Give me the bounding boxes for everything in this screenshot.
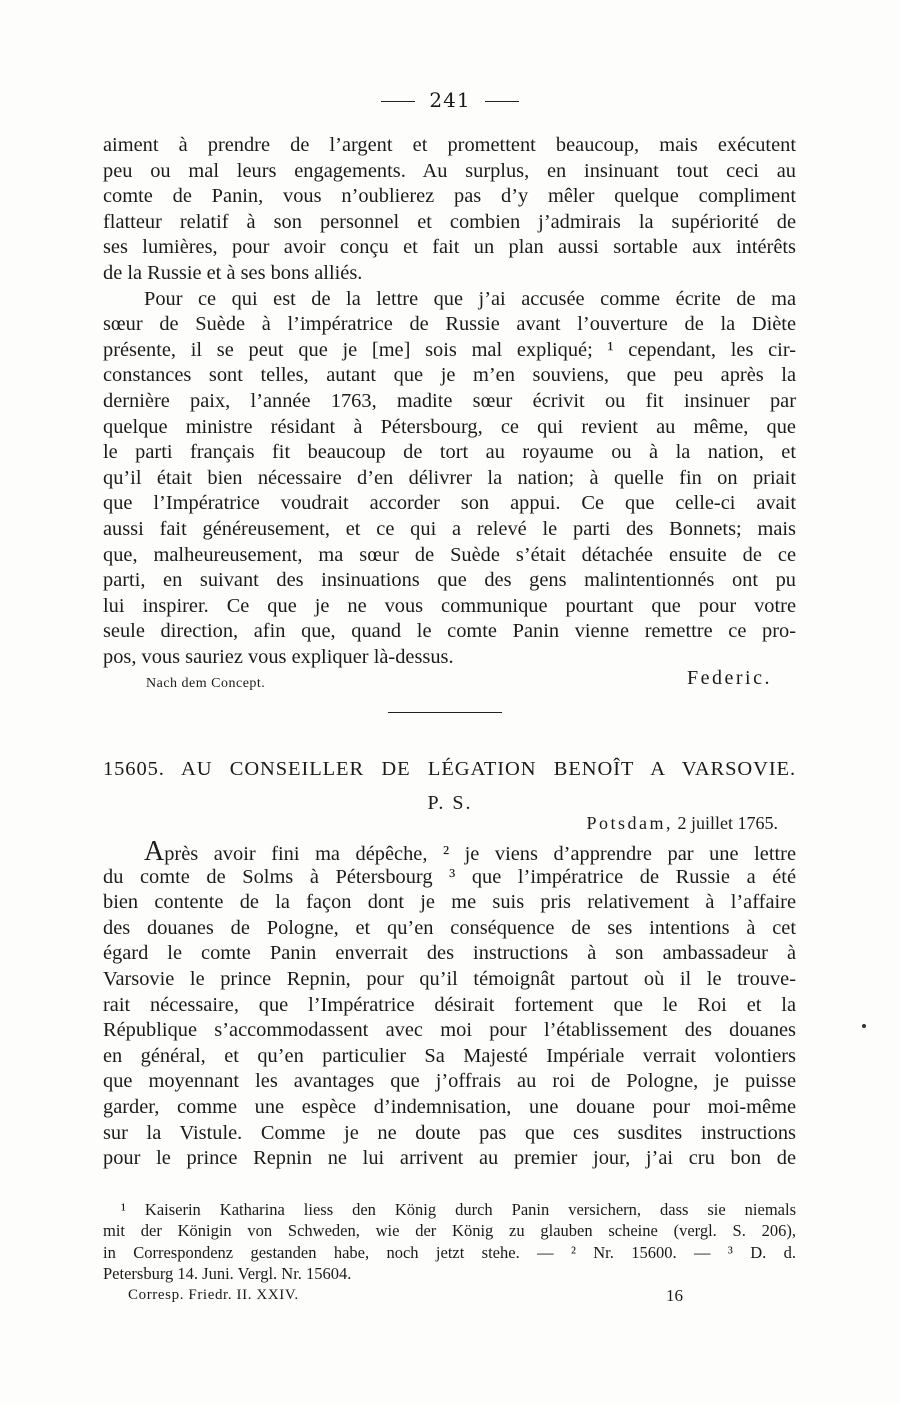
dateline (586, 813, 778, 834)
footnote-line: ¹ Kaiserin Katharina liess den König durch Panin versichern, dass sie niemals (121, 1200, 796, 1219)
text-line: peu ou mal leurs engagements. Au surplus, en insinuant tout ceci au (103, 159, 796, 182)
text-line: ses lumières, pour avoir conçu et fait un plan aussi sortable aux intérêts (103, 236, 796, 259)
text-line: rait nécessaire, que l’Impératrice désirait fortement que le Roi et la (103, 993, 796, 1016)
text-line: quelque ministre résidant à Pétersbourg, ce qui revient au même, que (103, 415, 796, 438)
text-line (103, 836, 796, 867)
text-line: lui inspirer. Ce que je ne vous communique pourtant que pour votre (103, 594, 796, 617)
dropcap: A (144, 836, 165, 867)
text-line: pour le prince Repnin ne lui arrivent au premier jour, j’ai cru bon de (103, 1147, 796, 1170)
text-line: sœur de Suède à l’impératrice de Russie avant l’ouverture de la Diète (103, 313, 796, 336)
text-line: Pour ce qui est de la lettre que j’ai accusée comme écrite de ma (144, 287, 796, 310)
text-line: aussi fait généreusement, et ce qui a relevé le parti des Bonnets; mais (103, 517, 796, 540)
page-number: 241 (429, 88, 471, 112)
text-line: en général, et qu’en particulier Sa Majesté Impériale verrait volontiers (103, 1044, 796, 1067)
text-line: comte de Panin, vous n’oublierez pas d’y mêler quelque compliment (103, 185, 796, 208)
text-line: que moyennant les avantages que j’offrais au roi de Pologne, je puisse (103, 1070, 796, 1093)
text-line-rest: près avoir fini ma dépêche, ² je viens d’apprendre par une lettre (164, 843, 796, 865)
text-line: de la Russie et à ses bons alliés. (103, 261, 363, 284)
text-line: des douanes de Pologne, et qu’en conséquence de ses intentions à cet (103, 916, 796, 939)
body-text-1 (103, 133, 796, 670)
page-header (0, 88, 900, 112)
text-line: sur la Vistule. Comme je ne doute pas que ces susdites instructions (103, 1121, 796, 1144)
header-dash-right (485, 101, 519, 102)
text-line: égard le comte Panin enverrait des instructions à son ambassadeur à (103, 942, 796, 965)
section-divider (388, 712, 502, 713)
signature: Federic. (687, 667, 772, 689)
body-text-2 (103, 836, 796, 1172)
text-line: garder, comme une espèce d’indemnisation, une douane pour moi-même (103, 1095, 796, 1118)
dateline-place: Potsdam, (586, 813, 673, 833)
postscript-label: P. S. (427, 792, 473, 814)
text-line: qu’il était bien nécessaire d’en délivrer la nation; à quelle fin on priait (103, 466, 796, 489)
text-line: flatteur relatif à son personnel et combien j’admirais la supériorité de (103, 210, 796, 233)
text-line: constances sont telles, autant que je m’en souviens, que peu après la (103, 364, 796, 387)
footnote-line: Petersburg 14. Juni. Vergl. Nr. 15604. (103, 1264, 352, 1284)
text-line: que l’Impératrice voudrait accorder son appui. Ce que celle-ci avait (103, 492, 796, 515)
text-line: que, malheureusement, ma sœur de Suède s’était détachée ensuite de ce (103, 543, 796, 566)
text-line: présente, il se peut que je [me] sois mal expliqué; ¹ cependant, les cir- (103, 338, 796, 361)
signature-mark: 16 (666, 1286, 683, 1305)
header-dash-left (381, 101, 415, 102)
text-line: pos, vous sauriez vous expliquer là-dessus. (103, 645, 454, 668)
footnote-line: mit der Königin von Schweden, wie der König zu glauben scheine (vergl. S. 206), (103, 1221, 796, 1241)
text-line: République s’accommodassent avec moi pour l’établissement des douanes (103, 1019, 796, 1042)
letter-title: 15605. AU CONSEILLER DE LÉGATION BENOÎT A VARSOVIE. (103, 758, 796, 780)
dateline-date: 2 juillet 1765. (677, 813, 778, 833)
footnote-line: in Correspondenz gestanden habe, noch jetzt stehe. — ² Nr. 15600. — ³ D. d. (103, 1242, 796, 1262)
text-line: parti, en suivant des insinuations que des gens malintentionnés ont pu (103, 569, 796, 592)
text-line: Varsovie le prince Repnin, pour qu’il témoignât partout où il le trouve- (103, 967, 796, 990)
text-line: du comte de Solms à Pétersbourg ³ que l’impératrice de Russie a été (103, 865, 796, 888)
text-line: dernière paix, l’année 1763, madite sœur écrivit ou fit insinuer par (103, 389, 796, 412)
footnotes (103, 1199, 796, 1285)
collection-note: Corresp. Friedr. II. XXIV. (128, 1287, 299, 1303)
text-line: le parti français fit beaucoup de tort au royaume ou à la nation, et (103, 441, 796, 464)
margin-mark (862, 1024, 866, 1028)
source-note: Nach dem Concept. (146, 676, 266, 691)
text-line: bien contente de la façon dont je me suis pris relativement à l’affaire (103, 891, 796, 914)
text-line: seule direction, afin que, quand le comte Panin vienne remettre ce pro- (103, 620, 796, 643)
text-line: aiment à prendre de l’argent et promettent beaucoup, mais exécutent (103, 134, 796, 156)
